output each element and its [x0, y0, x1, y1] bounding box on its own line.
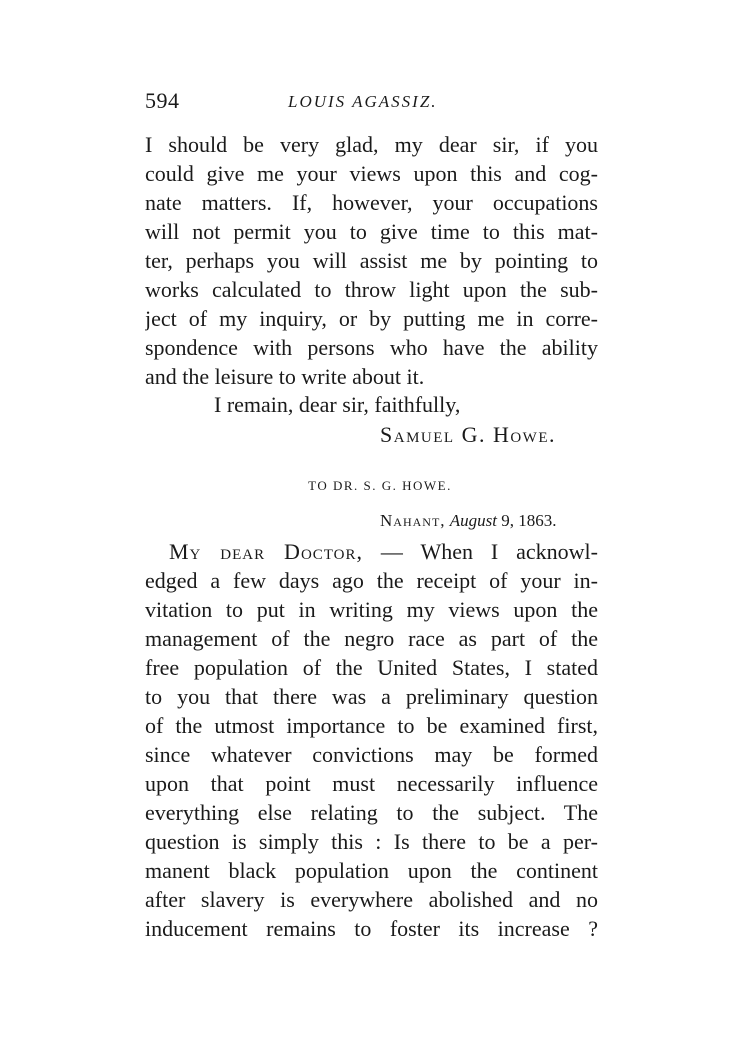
text-line: nate matters. If, however, your occupations — [145, 190, 598, 215]
text-line: ter, perhaps you will assist me by pointing to — [145, 248, 598, 273]
text-line: manent black population upon the continent — [145, 858, 598, 883]
text-line: to you that there was a preliminary question — [145, 684, 598, 709]
letter-signature: Samuel G. Howe. — [380, 422, 556, 447]
letter-address-heading — [0, 478, 750, 494]
text-line: spondence with persons who have the ability — [145, 335, 598, 360]
text-line: everything else relating to the subject. The — [145, 800, 598, 825]
date-place: Nahant, — [380, 511, 446, 530]
text-line: edged a few days ago the receipt of your in- — [145, 568, 598, 593]
text-line: after slavery is everywhere abolished and no — [145, 887, 598, 912]
address-text: TO DR. S. G. HOWE. — [308, 478, 452, 493]
text-line: upon that point must necessarily influence — [145, 771, 598, 796]
text-line: vitation to put in writing my views upon the — [145, 597, 598, 622]
text-line: free population of the United States, I stated — [145, 655, 598, 680]
salutation: My dear Doctor, — [169, 539, 364, 564]
text-line: question is simply this : Is there to be a per- — [145, 829, 598, 854]
text-line: since whatever convictions may be formed — [145, 742, 598, 767]
text-line: ject of my inquiry, or by putting me in corre- — [145, 306, 598, 331]
page-header — [145, 88, 595, 118]
running-head: LOUIS AGASSIZ. — [288, 92, 438, 111]
letter-dateline — [380, 510, 557, 532]
text-line: could give me your views upon this and cog- — [145, 161, 598, 186]
first-line-rest: — When I acknowl- — [363, 539, 598, 564]
text-line: of the utmost importance to be examined first, — [145, 713, 598, 738]
letter-agassiz-body — [145, 537, 598, 943]
date-month: August — [449, 511, 498, 530]
text-line: inducement remains to foster its increase ? — [145, 916, 598, 941]
date-day-year: 9, 1863. — [501, 511, 557, 530]
text-line: works calculated to throw light upon the sub- — [145, 277, 598, 302]
text-line: management of the negro race as part of the — [145, 626, 598, 651]
page-number: 594 — [145, 88, 180, 113]
letter-closing: I remain, dear sir, faithfully, — [214, 392, 461, 417]
text-line: will not permit you to give time to this mat- — [145, 219, 598, 244]
letter-howe-body — [145, 130, 598, 391]
text-line: and the leisure to write about it. — [145, 364, 425, 389]
text-line-first — [145, 537, 598, 566]
text-line: I should be very glad, my dear sir, if you — [145, 132, 598, 157]
